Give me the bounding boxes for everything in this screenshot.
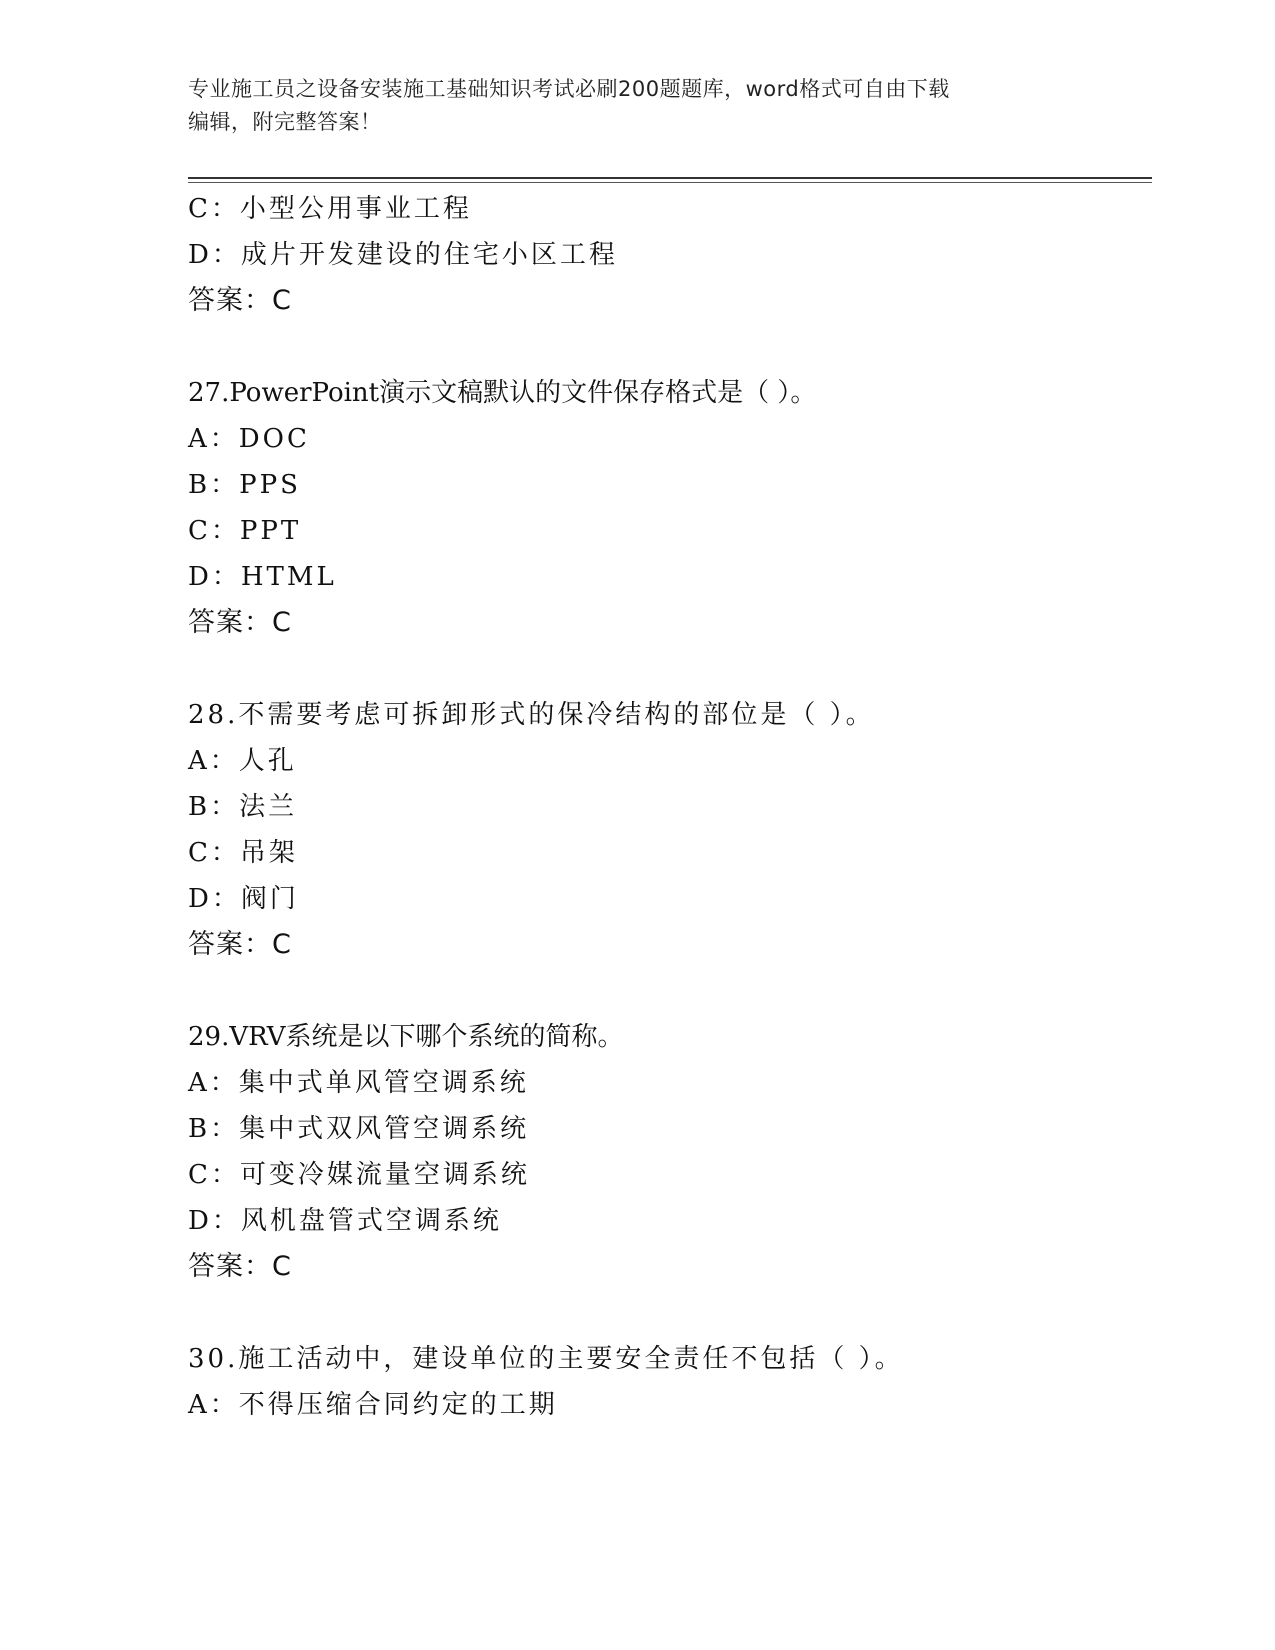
option-b: B：集中式双风管空调系统 [188, 1114, 530, 1144]
option-a: A：DOC [188, 424, 310, 454]
answer-line: 答案：C [188, 285, 292, 316]
option-b: B：法兰 [188, 792, 298, 822]
option-a: A：人孔 [188, 746, 297, 776]
question-29 [188, 1014, 1152, 1290]
question-28 [188, 692, 1152, 968]
question-text: 27.PowerPoint演示文稿默认的文件保存格式是（ ）。 [188, 378, 817, 408]
answer-line: 答案：C [188, 607, 292, 638]
option-d: D：HTML [188, 562, 337, 592]
spacer [188, 1290, 1152, 1336]
option-a: A：集中式单风管空调系统 [188, 1068, 529, 1098]
option-b: B：PPS [188, 470, 301, 500]
header-title-line-1: 专业施工员之设备安装施工基础知识考试必刷200题题库，word格式可自由下载 [188, 77, 950, 101]
question-27 [188, 370, 1152, 646]
option-c: C：吊架 [188, 838, 298, 868]
header-title-line-2: 编辑，附完整答案！ [188, 110, 382, 134]
option-d: D：成片开发建设的住宅小区工程 [188, 240, 618, 270]
answer-line: 答案：C [188, 929, 292, 960]
spacer [188, 324, 1152, 370]
answer-line: 答案：C [188, 1251, 292, 1282]
option-c: C：小型公用事业工程 [188, 194, 472, 224]
option-d: D：风机盘管式空调系统 [188, 1206, 502, 1236]
question-30 [188, 1336, 1152, 1428]
question-text: 30.施工活动中，建设单位的主要安全责任不包括（ ）。 [188, 1344, 904, 1374]
header-divider-thick [188, 177, 1152, 179]
question-26-tail [188, 186, 1152, 324]
option-d: D：阀门 [188, 884, 299, 914]
document-header [188, 73, 1088, 139]
spacer [188, 646, 1152, 692]
option-c: C：PPT [188, 516, 302, 546]
spacer [188, 968, 1152, 1014]
question-text: 29.VRV系统是以下哪个系统的简称。 [188, 1022, 624, 1052]
question-list [188, 186, 1152, 1428]
option-c: C：可变冷媒流量空调系统 [188, 1160, 530, 1190]
question-text: 28.不需要考虑可拆卸形式的保冷结构的部位是（ ）。 [188, 700, 875, 730]
option-a: A：不得压缩合同约定的工期 [188, 1390, 558, 1420]
header-divider-thin [188, 182, 1152, 183]
